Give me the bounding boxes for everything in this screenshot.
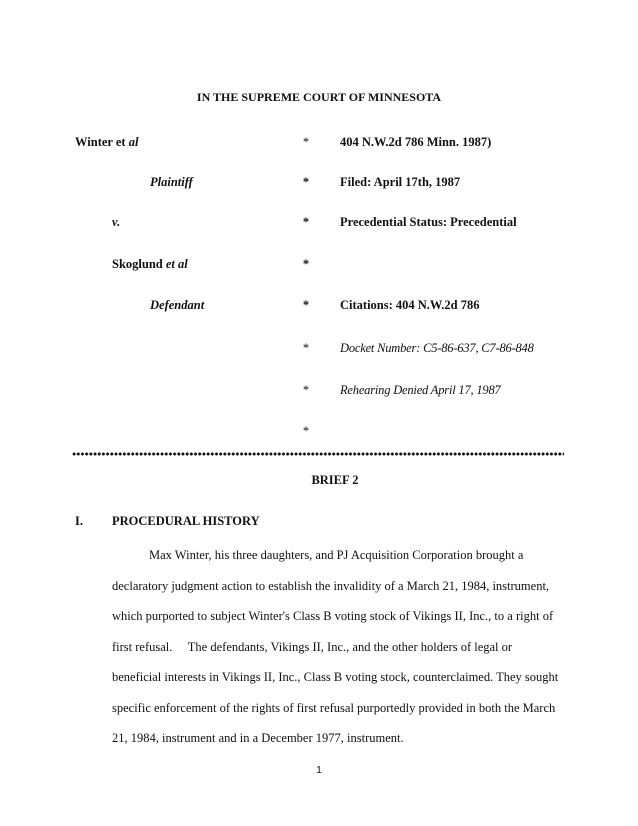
docket-number: Docket Number: C5-86-637, C7-86-848 bbox=[340, 341, 534, 355]
citation-reporter: 404 N.W.2d 786 Minn. 1987) bbox=[340, 135, 492, 149]
procedural-history-paragraph bbox=[112, 540, 562, 754]
caption-star-3: * bbox=[302, 215, 310, 229]
caption-star-8: * bbox=[302, 424, 310, 438]
court-heading: IN THE SUPREME COURT OF MINNESOTA bbox=[196, 90, 442, 104]
caption-star-5: * bbox=[302, 298, 310, 312]
citations: Citations: 404 N.W.2d 786 bbox=[340, 298, 480, 312]
precedential-status: Precedential Status: Precedential bbox=[340, 215, 517, 229]
rehearing-denied: Rehearing Denied April 17, 1987 bbox=[340, 383, 501, 397]
plaintiff-name: Winter et al bbox=[75, 135, 139, 149]
paragraph-line: Max Winter, his three daughters, and PJ Acquisition Corporation brought a bbox=[149, 548, 524, 562]
plaintiff-role: Plaintiff bbox=[150, 175, 193, 189]
paragraph-line: first refusal. The defendants, Vikings II, Inc., and the other holders of legal or bbox=[112, 639, 513, 654]
paragraph-line: 21, 1984, instrument and in a December 1977, instrument. bbox=[112, 731, 404, 745]
section-title: PROCEDURAL HISTORY bbox=[112, 514, 260, 528]
caption-star-1: * bbox=[302, 135, 310, 149]
paragraph-line: specific enforcement of the rights of first refusal purportedly provided in both the March bbox=[112, 700, 556, 715]
section-number: I. bbox=[75, 514, 83, 528]
defendant-name: Skoglund et al bbox=[112, 257, 188, 271]
dotted-divider bbox=[72, 452, 564, 456]
page-number: 1 bbox=[316, 765, 322, 776]
brief-title: BRIEF 2 bbox=[311, 473, 359, 487]
paragraph-line: beneficial interests in Vikings II, Inc., Class B voting stock, counterclaimed. They sought bbox=[112, 670, 559, 684]
defendant-role: Defendant bbox=[150, 298, 205, 312]
caption-star-6: * bbox=[302, 341, 310, 355]
filed-date: Filed: April 17th, 1987 bbox=[340, 175, 461, 189]
versus: v. bbox=[112, 215, 121, 229]
caption-star-7: * bbox=[302, 383, 310, 397]
paragraph-line: which purported to subject Winter's Class B voting stock of Vikings II, Inc., to a right of bbox=[112, 609, 554, 623]
paragraph-line: declaratory judgment action to establish the invalidity of a March 21, 1984, instrument, bbox=[112, 578, 550, 593]
caption-star-4: * bbox=[302, 257, 310, 271]
caption-star-2: * bbox=[302, 175, 310, 189]
